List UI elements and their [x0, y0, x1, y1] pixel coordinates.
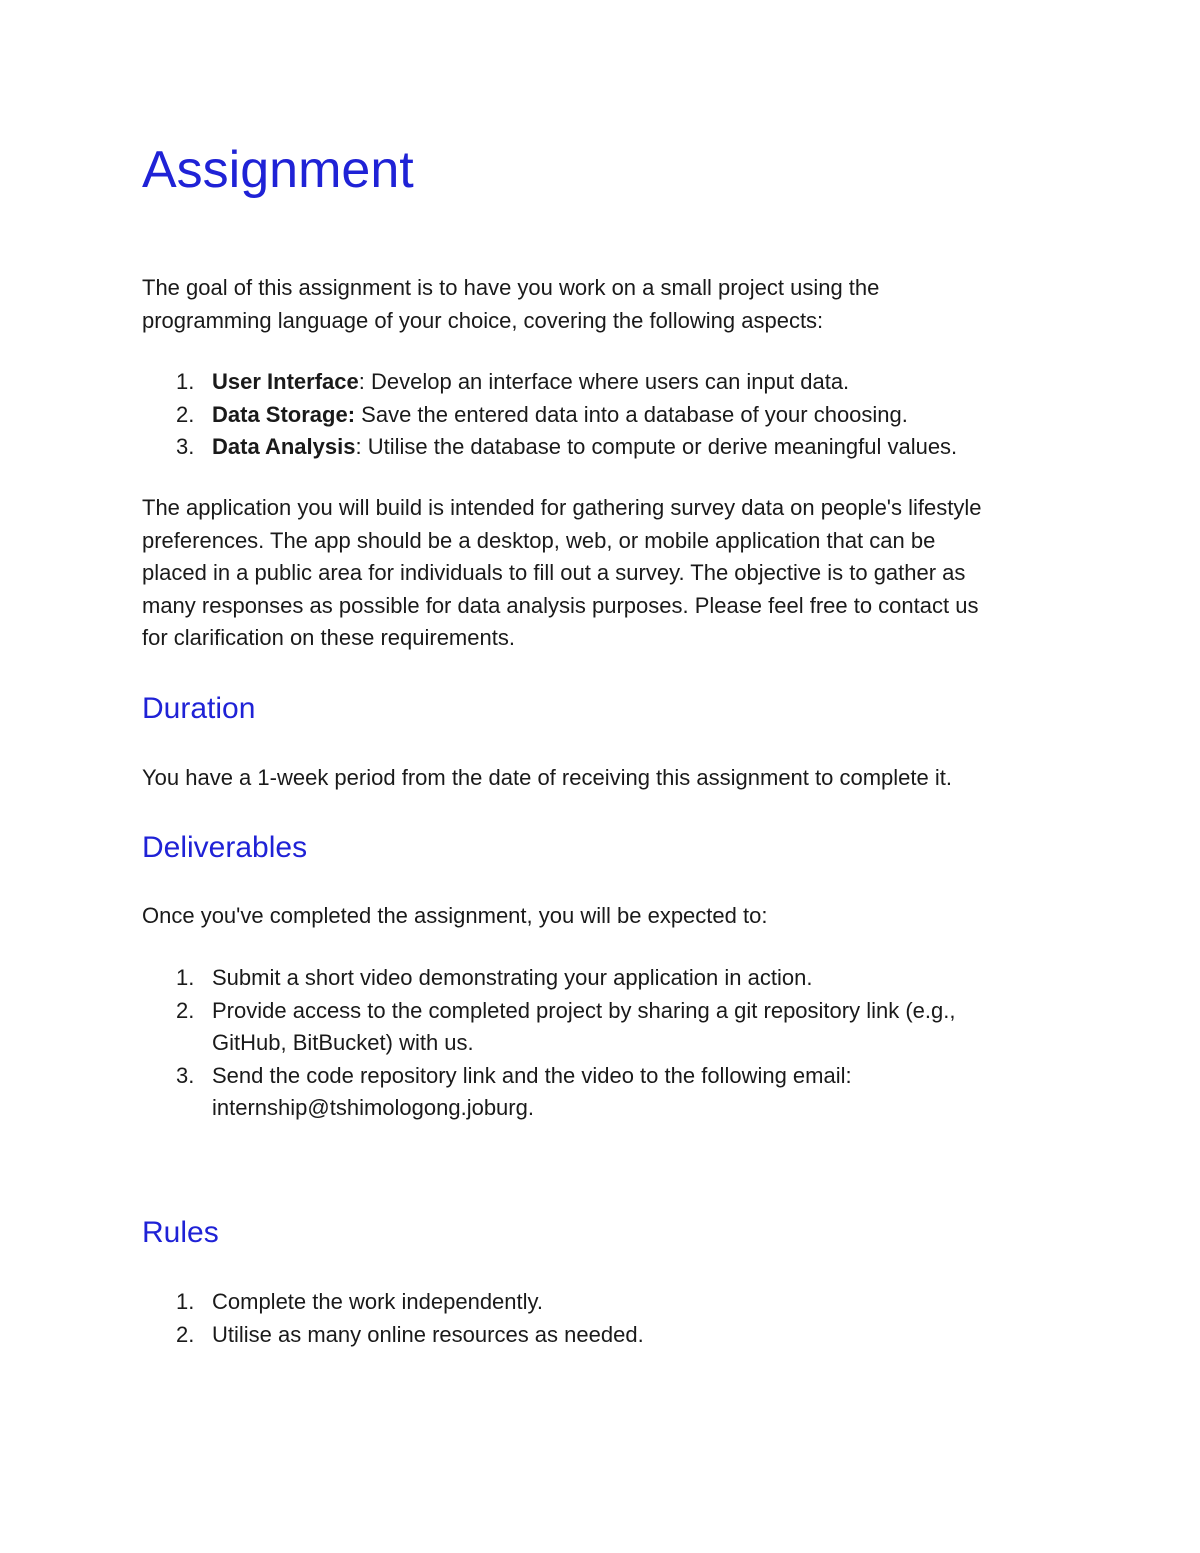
intro-paragraph — [142, 272, 1072, 337]
list-number: 3. — [176, 434, 195, 459]
description-paragraph — [142, 492, 1072, 655]
rule-text: Utilise as many online resources as needed. — [212, 1321, 644, 1347]
list-item — [142, 399, 1072, 432]
aspect-label: User Interface — [212, 369, 359, 394]
list-number: 3. — [176, 1062, 195, 1088]
description-line: placed in a public area for individuals to fill out a survey. The objective is to gather as — [142, 560, 966, 585]
duration-text: You have a 1-week period from the date of receiving this assignment to complete it. — [142, 765, 952, 790]
aspect-text: Save the entered data into a database of your choosing. — [355, 401, 908, 427]
duration-heading: Duration — [142, 692, 256, 725]
list-item — [142, 1286, 1072, 1319]
rules-list — [142, 1286, 1072, 1351]
deliverables-heading: Deliverables — [142, 831, 308, 864]
list-number: 2. — [176, 401, 195, 427]
list-number: 1. — [176, 1289, 195, 1314]
description-line: for clarification on these requirements. — [142, 625, 515, 650]
list-item — [142, 995, 1072, 1060]
deliverable-text: Send the code repository link and the video to the following email: — [212, 1062, 852, 1088]
list-number: 2. — [176, 1321, 195, 1347]
list-item — [142, 1319, 1072, 1352]
description-line: The application you will build is intended for gathering survey data on people's lifestyle — [142, 495, 982, 520]
list-item — [142, 962, 1072, 995]
aspect-label: Data Analysis — [212, 434, 356, 459]
deliverable-text: Submit a short video demonstrating your application in action. — [212, 965, 813, 990]
deliverables-intro-text: Once you've completed the assignment, you will be expected to: — [142, 903, 768, 928]
email-address: internship@tshimologong.joburg. — [212, 1095, 534, 1120]
intro-line: programming language of your choice, covering the following aspects: — [142, 307, 824, 333]
list-item — [142, 431, 1072, 464]
aspect-label: Data Storage: — [212, 401, 356, 427]
rule-text: Complete the work independently. — [212, 1289, 544, 1314]
list-number: 1. — [176, 369, 195, 394]
aspect-separator: : — [355, 434, 362, 459]
intro-line: The goal of this assignment is to have you work on a small project using the — [142, 275, 880, 300]
deliverables-list — [142, 962, 1072, 1125]
list-number: 2. — [176, 997, 195, 1023]
page-title: Assignment — [142, 141, 414, 199]
deliverables-intro — [142, 900, 1072, 933]
list-number: 1. — [176, 965, 195, 990]
list-item — [142, 1060, 1072, 1125]
deliverable-text: GitHub, BitBucket) with us. — [212, 1030, 474, 1055]
aspect-text: Utilise the database to compute or derive meaningful values. — [361, 434, 958, 459]
list-item — [142, 366, 1072, 399]
aspects-list — [142, 366, 1072, 464]
aspect-text: Develop an interface where users can input data. — [364, 369, 850, 394]
aspect-separator: : — [358, 369, 365, 394]
description-line: preferences. The app should be a desktop, web, or mobile application that can be — [142, 527, 936, 553]
rules-heading: Rules — [142, 1216, 219, 1249]
description-line: many responses as possible for data analysis purposes. Please feel free to contact us — [142, 592, 979, 618]
deliverable-text: Provide access to the completed project by sharing a git repository link (e.g., — [212, 997, 956, 1023]
duration-paragraph — [142, 762, 1072, 795]
